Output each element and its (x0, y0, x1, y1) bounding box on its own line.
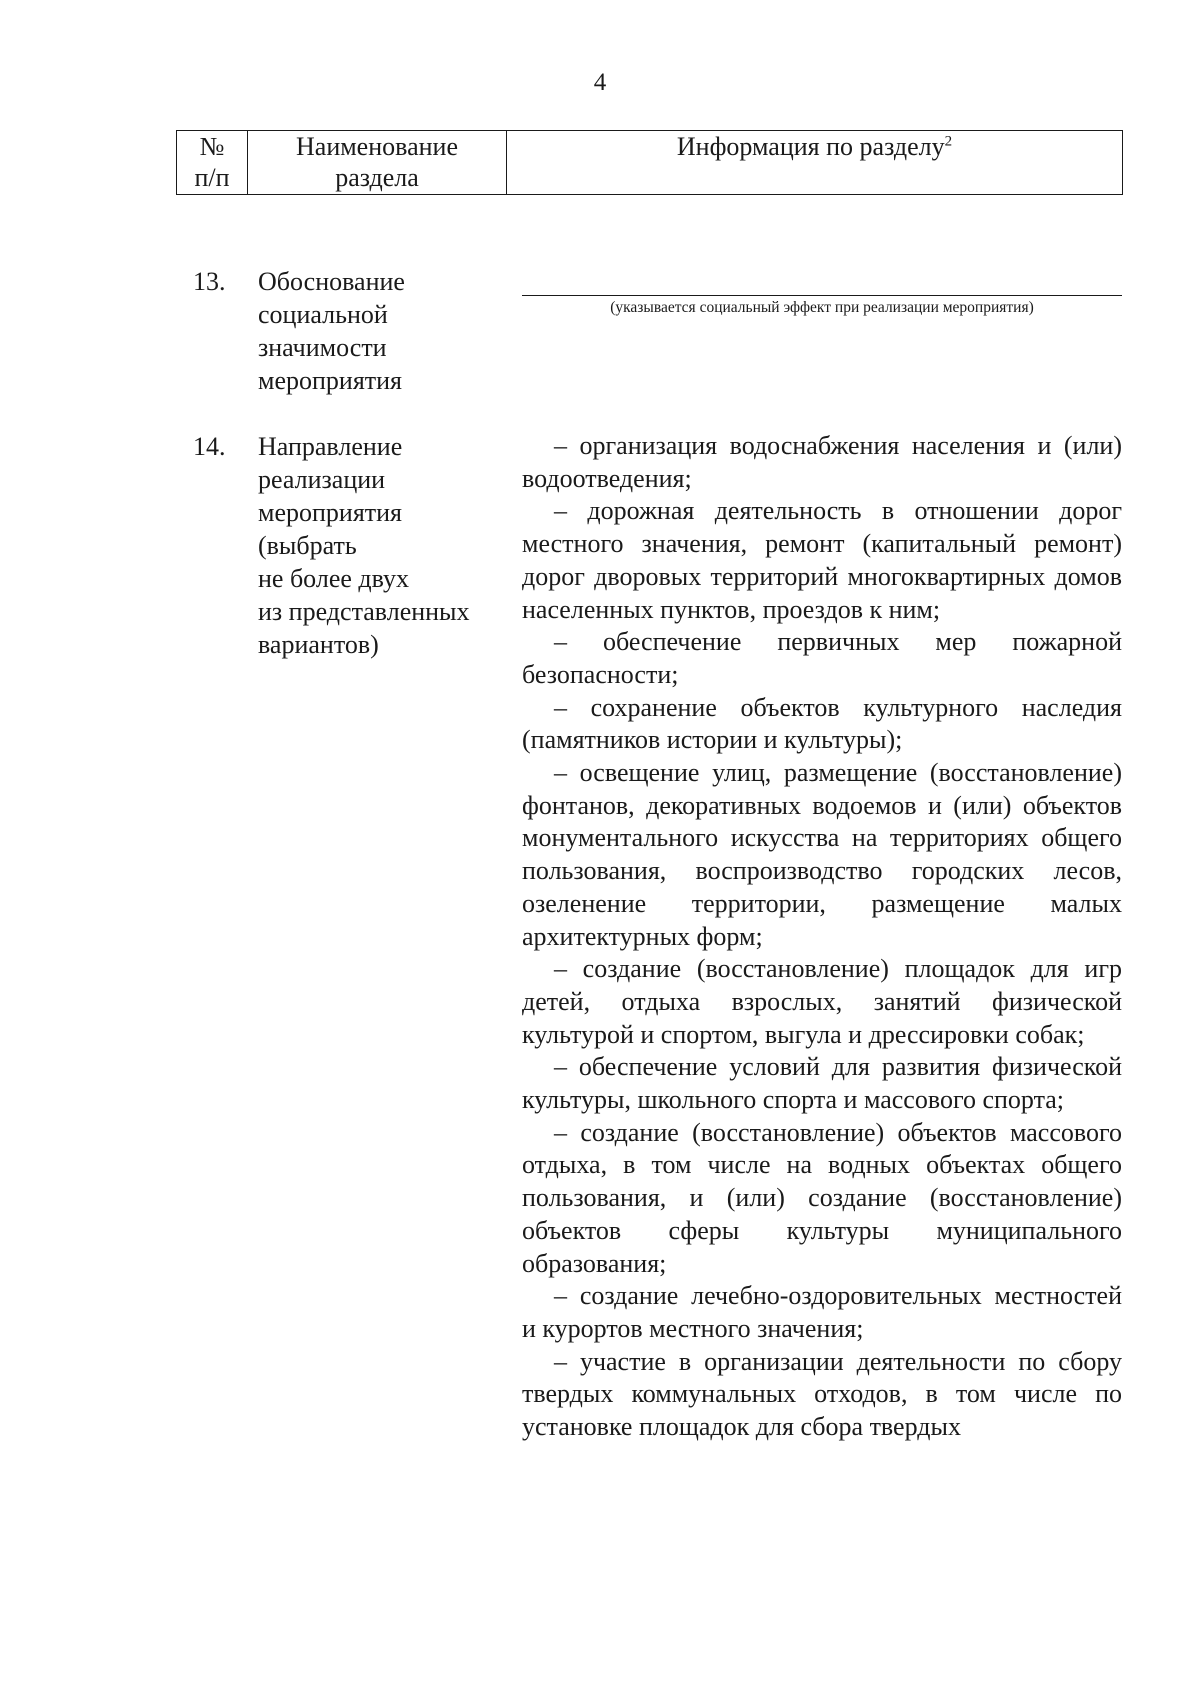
section-name-line: из представленных (258, 597, 470, 626)
page-number: 4 (593, 69, 607, 96)
header-name-line2: раздела (335, 163, 419, 192)
header-row (177, 131, 1123, 195)
direction-option: – сохранение объектов культурного наследия (памятников истории и культуры); (522, 692, 1122, 755)
section-name (258, 430, 510, 661)
header-table (176, 130, 1123, 195)
direction-option: – организация водоснабжения населения и (или) водоотведения; (522, 431, 1122, 493)
direction-option: – дорожная деятельность в отношении дорог местного значения, ремонт (капитальный ремонт) дорог дворовых территорий многоквартирных домов населенных пунктов, проездов к ним; (522, 496, 1122, 624)
direction-option: – создание лечебно-оздоровительных местностей и курортов местного значения; (522, 1281, 1122, 1343)
direction-option: – создание (восстановление) площадок для игр детей, отдыха взрослых, занятий физической культурой и спортом, выгула и дрессировки собак; (522, 954, 1122, 1049)
header-name-line1: Наименование (296, 132, 458, 161)
direction-options-list (522, 430, 1122, 1444)
section-name-line: (выбрать (258, 531, 357, 560)
header-cell-info (507, 131, 1123, 195)
section-name-line: значимости (258, 333, 387, 362)
section-name-line: реализации (258, 465, 386, 494)
direction-option: – освещение улиц, размещение (восстановление) фонтанов, декоративных водоемов и (или) объектов монументального искусства на территориях общего пользования, воспроизводство городских лесов, озеленение территории, размещение малых архитектурных форм; (522, 758, 1122, 951)
fill-in-caption: (указывается социальный эффект при реализации мероприятия) (610, 299, 1034, 316)
header-cell-number (177, 131, 248, 195)
direction-option: – создание (восстановление) объектов массового отдыха, в том числе на водных объектах общего пользования, и (или) создание (восстановление) объектов сферы культуры муниципального образования; (522, 1117, 1122, 1278)
header-cell-name (248, 131, 507, 195)
footnote-marker: 2 (944, 133, 953, 150)
section-name-line: вариантов) (258, 630, 379, 659)
section-name-line: не более двух (258, 564, 410, 593)
section-number: 14. (193, 432, 226, 461)
section-name-line: мероприятия (258, 498, 403, 527)
section-name-line: социальной (258, 300, 388, 329)
direction-option: – обеспечение первичных мер пожарной безопасности; (522, 627, 1122, 689)
section-name-line: мероприятия (258, 366, 403, 395)
direction-option: – обеспечение условий для развития физической культуры, школьного спорта и массового спорта; (522, 1052, 1122, 1115)
section-name-line: Направление (258, 432, 403, 461)
header-number-line1: № (199, 132, 225, 161)
direction-option: – участие в организации деятельности по сбору твердых коммунальных отходов, в том числе по установке площадок для сбора твердых (522, 1346, 1122, 1442)
section-name (258, 265, 510, 397)
header-info-text: Информация по разделу (676, 132, 945, 161)
section-number: 13. (193, 267, 226, 296)
fill-in-line (522, 295, 1122, 296)
header-number-line2: п/п (194, 163, 230, 192)
section-name-line: Обоснование (258, 267, 405, 296)
